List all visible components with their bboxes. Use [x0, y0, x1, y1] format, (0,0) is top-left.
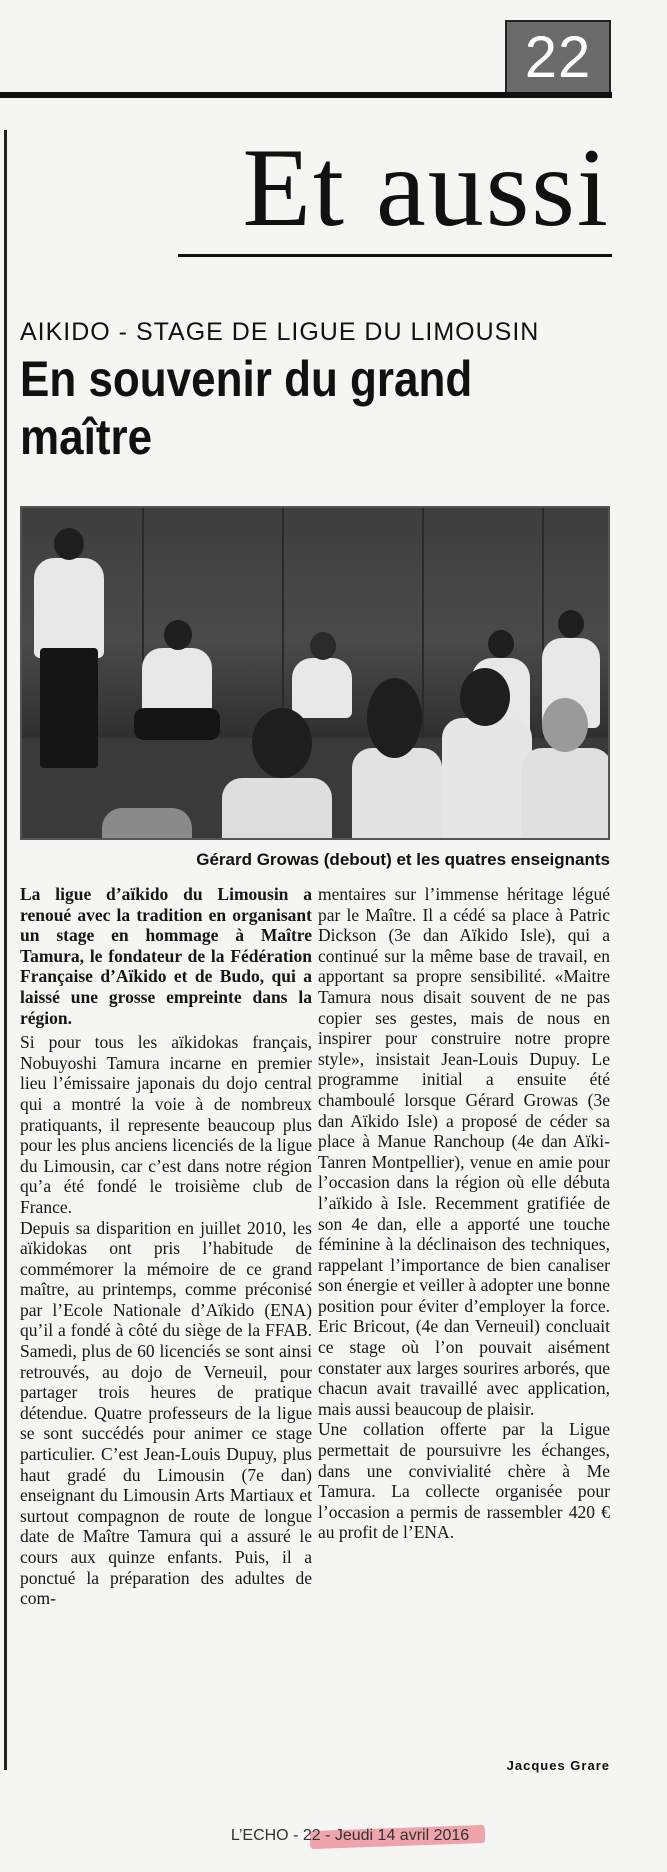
- article-kicker: AIKIDO - STAGE DE LIGUE DU LIMOUSIN: [20, 318, 540, 346]
- article-paragraph: Une collation offerte par la Ligue permettait de poursuivre les échanges, dans une convivialité chère à Me Tamura. La collecte organisée pour l’occasion a permis de rassembler 420 € au profit de l’ENA.: [318, 1419, 610, 1543]
- page-footer: [210, 1824, 490, 1848]
- photo-figure-student: [522, 748, 610, 840]
- article-photo: [20, 506, 610, 840]
- section-title-rule: [178, 254, 612, 257]
- photo-wall-line: [282, 508, 284, 738]
- photo-figure-student: [352, 748, 442, 840]
- photo-figure-student: [102, 808, 192, 840]
- page-number: 22: [505, 20, 611, 96]
- article-paragraph: Depuis sa disparition en juillet 2010, les aïkidokas ont pris l’habitude de commémorer la mémoire de ce grand maître, au printemps, comme préconisé par l’Ecole Nationale d’Aïkido (ENA) qu’il a fondé à côté du siège de la FFAB. Samedi, plus de 60 licenciés se sont ainsi retrouvés, au dojo de Verneuil, pour partager trois heures de pratique détendue. Quatre professeurs de la ligue se sont succédés pour animer ce stage particulier. C’est Jean-Louis Dupuy, plus haut gradé du Limousin (7e dan) enseignant du Limousin Arts Martiaux et surtout compagnon de route de longue date de Maître Tamura qui a assuré le cours aux quinze enfants. Puis, il a ponctué la préparation des adultes de com-: [20, 1217, 312, 1609]
- section-title: Et aussi: [242, 126, 610, 250]
- photo-figure-student: [442, 718, 532, 840]
- article-chapeau: La ligue d’aïkido du Limousin a renoué avec la tradition en organisant un stage en hommage à Maître Tamura, le fondateur de la Fédération Française d’Aïkido et de Budo, qui a laissé une grosse empreinte dans la région.: [20, 884, 312, 1028]
- top-rule: [0, 92, 612, 98]
- left-column-rule: [4, 130, 7, 1770]
- article-author: Jacques Grare: [506, 1758, 610, 1773]
- footer-text: L’ECHO - 22 - Jeudi 14 avril 2016: [230, 1827, 470, 1844]
- article-headline: En souvenir du grand maître: [20, 351, 473, 465]
- article-column-left: [20, 884, 312, 1609]
- photo-caption: Gérard Growas (debout) et les quatres enseignants: [196, 850, 610, 869]
- photo-wall-line: [422, 508, 424, 738]
- photo-figure-seated: [292, 658, 352, 718]
- article-column-right: [318, 884, 610, 1543]
- article-paragraph: mentaires sur l’immense héritage légué par le Maître. Il a cédé sa place à Patric Dickson (3e dan Aïkido Isle), qui a continué sur la même base de travail, en apportant sa propre sensibilité. «Maitre Tamura nous disait souvent de ne pas copier ses gestes, mais de nous en inspirer pour construire notre propre style», insistait Jean-Louis Dupuy. Le programme initial a ensuite été chamboulé lorsque Gérard Growas (3e dan Aïkido Isle) a proposé de céder sa place à Manue Ranchoup (4e dan Aïki-Tanren Montpellier), venue en amie pour l’occasion dans la région où elle débuta l’aïkido à Isle. Recemment gratifiée de son 4e dan, elle a apporté une touche féminine à la déclinaison des techniques, rappelant l’importance de bien canaliser son énergie et veiller à adopter une bonne position pour éviter d’employer la force. Eric Bricout, (4e dan Verneuil) concluait ce stage où l’on pouvait aisément constater aux larges sourires arborés, que chacun avait travaillé avec application, mais aussi beaucoup de plaisir.: [318, 884, 610, 1419]
- photo-figure-seated: [142, 648, 212, 718]
- article-paragraph: Si pour tous les aïkidokas français, Nobuyoshi Tamura incarne en premier lieu l’émissaire japonais du dojo central qui a montré la voie à de nombreux pratiquants, il represente beaucoup plus pour les plus anciens licenciés de la ligue du Limousin, car c’est dans notre région qu’a été fondé le troisième club de France.: [20, 1032, 312, 1217]
- photo-figure-standing: [34, 558, 104, 658]
- photo-figure-student: [222, 778, 332, 840]
